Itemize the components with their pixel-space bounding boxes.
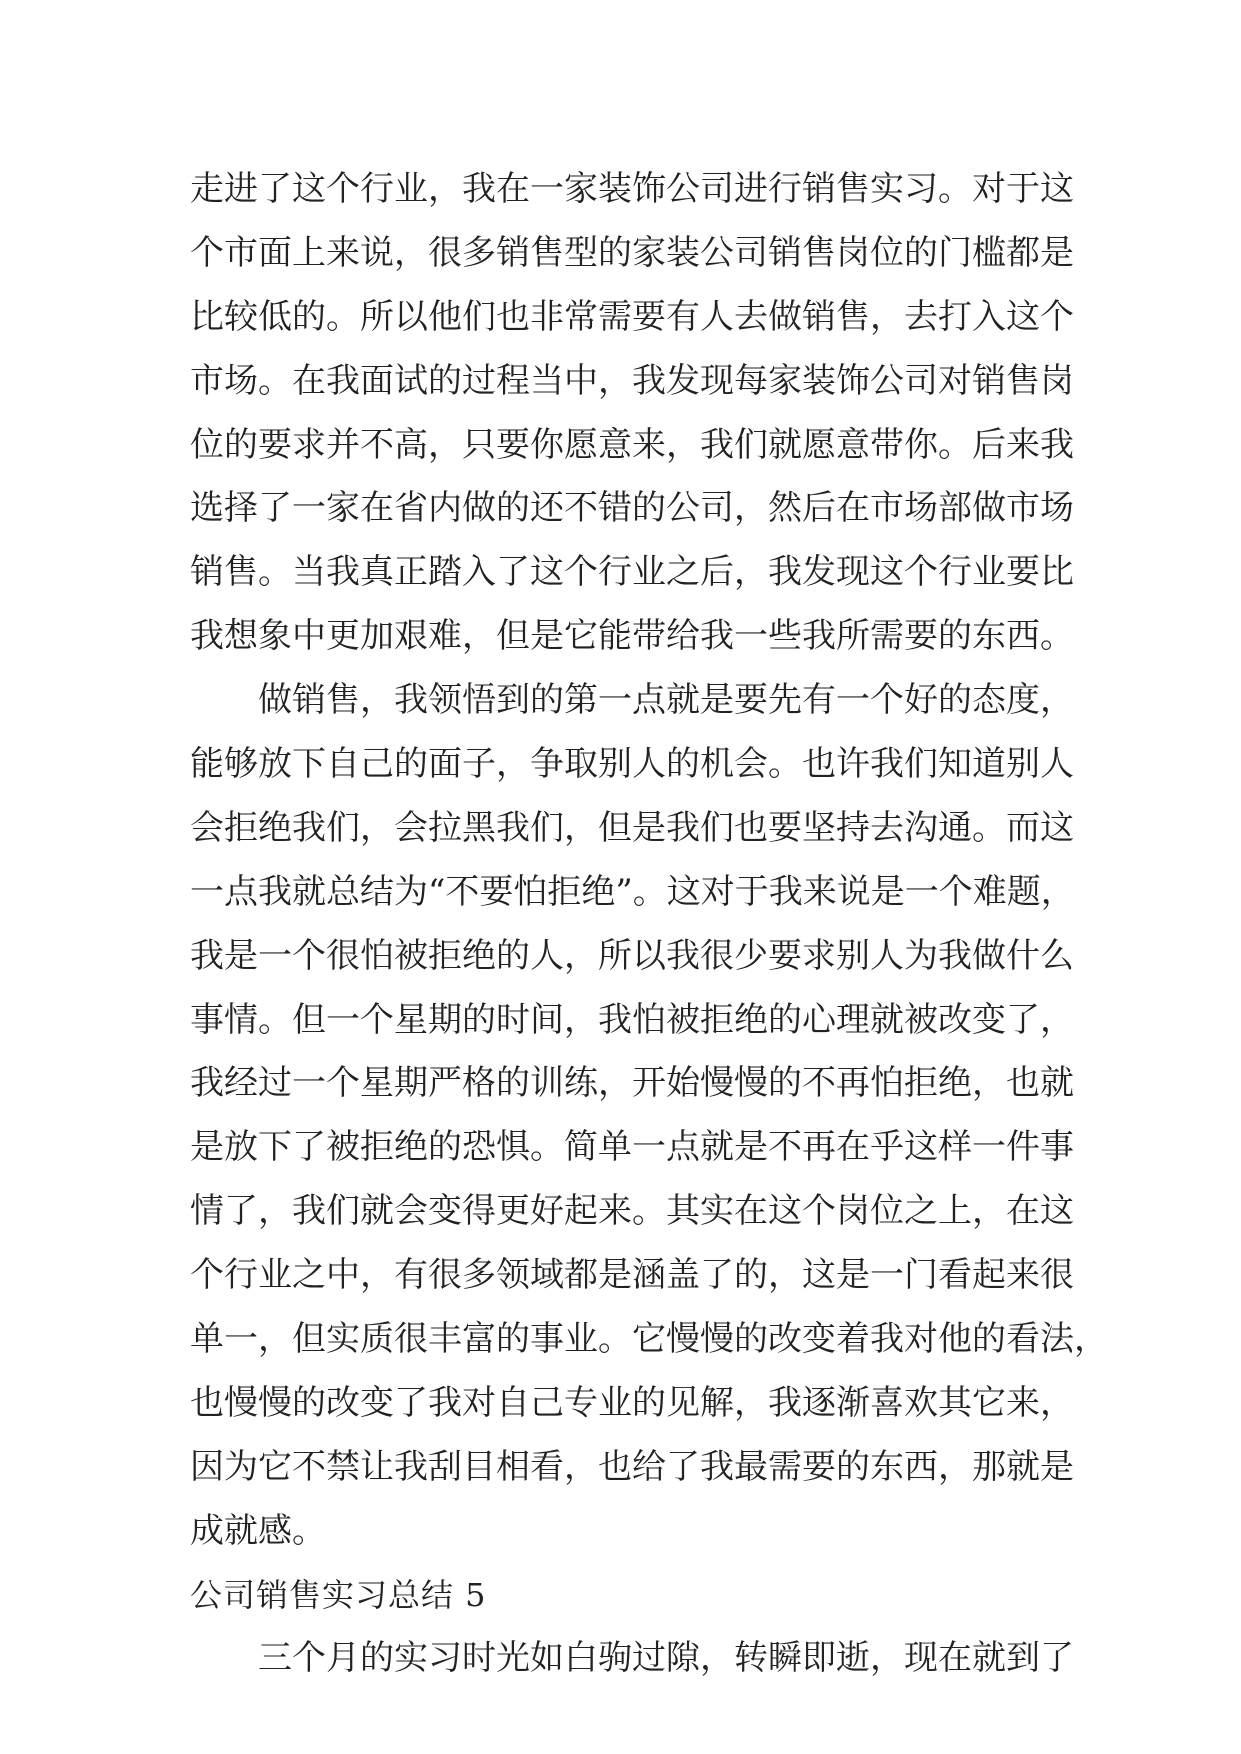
- paragraph-1: [190, 158, 1074, 669]
- text-line: 因为它不禁让我刮目相看，也给了我最需要的东西，那就是: [190, 1446, 1074, 1487]
- text-line: 我经过一个星期严格的训练，开始慢慢的不再怕拒绝，也就: [190, 1063, 1074, 1104]
- text-line: 是放下了被拒绝的恐惧。简单一点就是不再在乎这样一件事: [190, 1127, 1074, 1168]
- text-line: 个市面上来说，很多销售型的家装公司销售岗位的门槛都是: [190, 232, 1074, 273]
- paragraph-2: [190, 669, 1108, 1563]
- text-line: 情了，我们就会变得更好起来。其实在这个岗位之上，在这: [190, 1191, 1074, 1232]
- body-text: [190, 158, 1108, 1691]
- text-line: 我是一个很怕被拒绝的人，所以我很少要求别人为我做什么: [190, 935, 1074, 976]
- text-line: 走进了这个行业，我在一家装饰公司进行销售实习。对于这: [190, 169, 1074, 209]
- text-line: 个行业之中，有很多领域都是涵盖了的，这是一门看起来很: [190, 1255, 1074, 1296]
- section-heading: 公司销售实习总结 5: [190, 1575, 487, 1614]
- text-line: 我想象中更加艰难，但是它能带给我一些我所需要的东西。: [190, 616, 1074, 657]
- text-line: 选择了一家在省内做的还不错的公司，然后在市场部做市场: [190, 488, 1074, 529]
- text-line: 销售。当我真正踏入了这个行业之后，我发现这个行业要比: [190, 552, 1074, 593]
- text-line: 比较低的。所以他们也非常需要有人去做销售，去打入这个: [190, 296, 1074, 337]
- text-line: 也慢慢的改变了我对自己专业的见解，我逐渐喜欢其它来，: [190, 1382, 1074, 1423]
- text-line: 单一，但实质很丰富的事业。它慢慢的改变着我对他的看法，: [190, 1319, 1108, 1360]
- text-line: 一点我就总结为“不要怕拒绝”。这对于我来说是一个难题，: [190, 871, 1075, 912]
- text-line: 能够放下自己的面子，争取别人的机会。也许我们知道别人: [190, 744, 1074, 785]
- text-line: 会拒绝我们，会拉黑我们，但是我们也要坚持去沟通。而这: [190, 807, 1074, 848]
- text-line: 事情。但一个星期的时间，我怕被拒绝的心理就被改变了，: [190, 999, 1074, 1040]
- text-line: 市场。在我面试的过程当中，我发现每家装饰公司对销售岗: [190, 360, 1074, 401]
- text-line: 三个月的实习时光如白驹过隙，转瞬即逝，现在就到了: [258, 1638, 1074, 1679]
- paragraph-3: [190, 1627, 1074, 1691]
- text-line: 做销售，我领悟到的第一点就是要先有一个好的态度，: [258, 680, 1074, 721]
- text-line: 位的要求并不高，只要你愿意来，我们就愿意带你。后来我: [190, 424, 1074, 465]
- text-line: 成就感。: [190, 1510, 326, 1551]
